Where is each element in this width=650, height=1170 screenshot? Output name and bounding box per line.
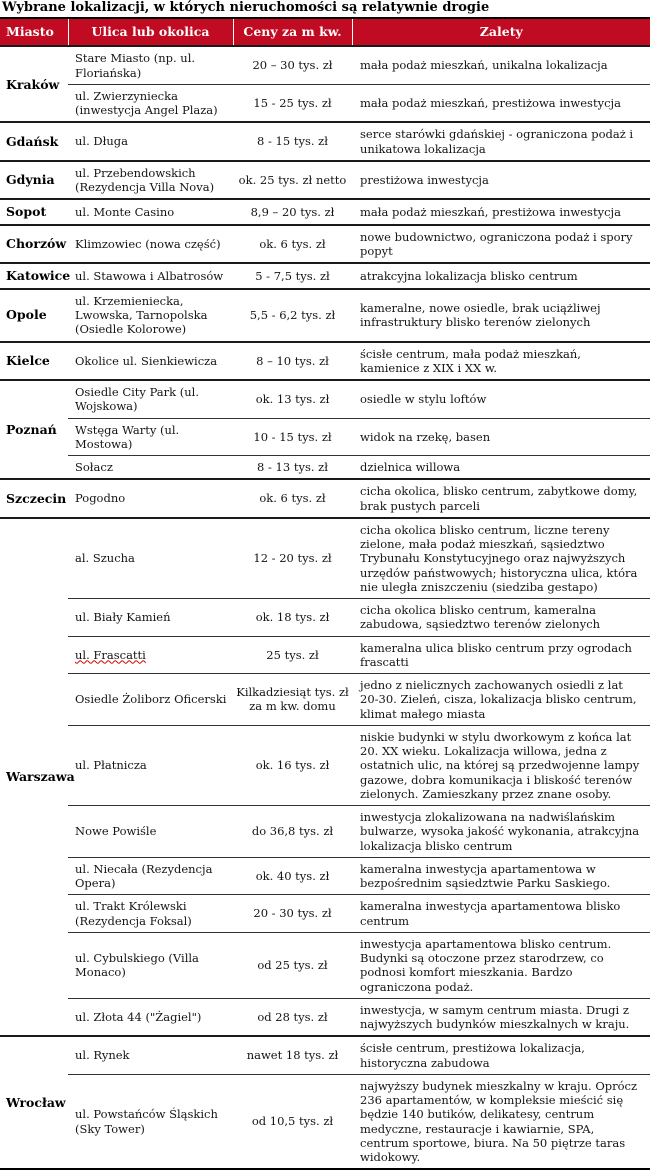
table-row — [0, 518, 650, 599]
page-title: Wybrane lokalizacji, w których nieruchomości są relatywnie drogie — [2, 0, 490, 15]
price-cell: 25 tys. zł — [233, 636, 352, 674]
advantages-cell: kameralna ulica blisko centrum przy ogrodach frascatti — [352, 636, 650, 674]
table-row — [0, 122, 650, 161]
street-cell — [68, 161, 233, 200]
street-label: ul. Zwierzyniecka (inwestycja Angel Plaza) — [75, 88, 218, 118]
price-cell: 8 – 10 tys. zł — [233, 342, 352, 381]
street-label: ul. Rynek — [75, 1048, 130, 1063]
city-cell: Warszawa — [0, 518, 68, 1037]
advantages-cell: cicha okolica blisko centrum, liczne tereny zielone, mała podaż mieszkań, sąsiedztwo Trybunału Konstytucyjnego oraz najwyższych urzędów państwowych; historyczna ulica, która nie uległa zniszczeniu (siedziba gestapo) — [352, 518, 650, 599]
price-cell: do 36,8 tys. zł — [233, 806, 352, 858]
table-row — [0, 225, 650, 264]
table-row — [0, 456, 650, 480]
price-cell: 5,5 - 6,2 tys. zł — [233, 289, 352, 342]
price-cell: ok. 16 tys. zł — [233, 725, 352, 805]
advantages-cell: niskie budynki w stylu dworkowym z końca lat 20. XX wieku. Lokalizacja willowa, jedna z ostatnich ulic, na której są przedwojenne lampy gazowe, dobra komunikacja i bliskość terenów zielonych. Zamieszkany przez znane osoby. — [352, 725, 650, 805]
price-cell: 8 - 13 tys. zł — [233, 456, 352, 480]
column-header-ulica: Ulica lub okolica — [68, 18, 233, 46]
street-cell — [68, 380, 233, 418]
city-cell: Chorzów — [0, 225, 68, 264]
street-cell — [68, 636, 233, 674]
table-row — [0, 998, 650, 1036]
street-cell — [68, 806, 233, 858]
price-cell: 5 - 7,5 tys. zł — [233, 263, 352, 289]
street-label: ul. Złota 44 ("Żagiel") — [75, 1009, 202, 1024]
table-row — [0, 479, 650, 518]
table-row — [0, 895, 650, 933]
price-cell: Kilkadziesiąt tys. zł za m kw. domu — [233, 674, 352, 726]
street-cell — [68, 998, 233, 1036]
advantages-cell: cicha okolica, blisko centrum, zabytkowe domy, brak pustych parceli — [352, 479, 650, 518]
street-cell — [68, 725, 233, 805]
advantages-cell: inwestycja zlokalizowana na nadwiślańskim bulwarze, wysoka jakość wykonania, atrakcyjna lokalizacja blisko centrum — [352, 806, 650, 858]
street-label: ul. Płatnicza — [75, 758, 147, 773]
city-cell: Sopot — [0, 199, 68, 225]
price-cell: ok. 13 tys. zł — [233, 380, 352, 418]
table-row — [0, 636, 650, 674]
street-cell — [68, 46, 233, 84]
city-cell: Gdańsk — [0, 122, 68, 161]
table-row — [0, 932, 650, 998]
street-label: Nowe Powiśle — [75, 824, 157, 839]
street-label: ul. Stawowa i Albatrosów — [75, 268, 224, 283]
street-cell — [68, 342, 233, 381]
street-label: ul. Niecała (Rezydencja Opera) — [75, 861, 213, 891]
city-cell: Poznań — [0, 380, 68, 479]
street-cell — [68, 518, 233, 599]
street-label: ul. Krzemieniecka, Lwowska, Tarnopolska (Osiedle Kolorowe) — [75, 293, 208, 337]
city-cell: Wrocław — [0, 1036, 68, 1169]
table-row — [0, 289, 650, 342]
price-cell: ok. 6 tys. zł — [233, 479, 352, 518]
advantages-cell: dzielnica willowa — [352, 456, 650, 480]
city-cell: Gdynia — [0, 161, 68, 200]
column-header-zalety: Zalety — [352, 18, 650, 46]
advantages-cell: mała podaż mieszkań, prestiżowa inwestycja — [352, 199, 650, 225]
price-cell: od 25 tys. zł — [233, 932, 352, 998]
advantages-cell: jedno z nielicznych zachowanych osiedli z lat 20-30. Zieleń, cisza, lokalizacja blisko centrum, klimat małego miasta — [352, 674, 650, 726]
price-cell: 10 - 15 tys. zł — [233, 418, 352, 456]
price-cell: 8,9 – 20 tys. zł — [233, 199, 352, 225]
street-cell — [68, 857, 233, 895]
table-row — [0, 725, 650, 805]
street-label: Klimzowiec (nowa część) — [75, 236, 221, 251]
city-cell: Kraków — [0, 46, 68, 122]
advantages-cell: kameralne, nowe osiedle, brak uciążliwej infrastruktury blisko terenów zielonych — [352, 289, 650, 342]
street-cell — [68, 122, 233, 161]
table-row — [0, 342, 650, 381]
price-cell: od 10,5 tys. zł — [233, 1074, 352, 1169]
street-label: ul. Frascatti — [75, 647, 146, 662]
price-cell: ok. 6 tys. zł — [233, 225, 352, 264]
advantages-cell: inwestycja apartamentowa blisko centrum. Budynki są otoczone przez starodrzew, co podnosi komfort mieszkania. Bardzo ograniczona podaż. — [352, 932, 650, 998]
price-cell: 20 – 30 tys. zł — [233, 46, 352, 84]
advantages-cell: kameralna inwestycja apartamentowa w bezpośrednim sąsiedztwie Parku Saskiego. — [352, 857, 650, 895]
table-row — [0, 46, 650, 84]
street-label: ul. Przebendowskich (Rezydencja Villa Nova) — [75, 165, 215, 195]
column-header-miasto: Miasto — [0, 18, 68, 46]
city-cell: Kielce — [0, 342, 68, 381]
street-cell — [68, 895, 233, 933]
price-cell: ok. 40 tys. zł — [233, 857, 352, 895]
advantages-cell: inwestycja, w samym centrum miasta. Drugi z najwyższych budynków mieszkalnych w kraju. — [352, 998, 650, 1036]
street-cell — [68, 289, 233, 342]
street-cell — [68, 674, 233, 726]
street-label: ul. Długa — [75, 134, 128, 149]
street-label: Osiedle City Park (ul. Wojskowa) — [75, 385, 199, 414]
price-cell: 12 - 20 tys. zł — [233, 518, 352, 599]
street-label: Osiedle Żoliborz Oficerski — [75, 692, 227, 707]
table-row — [0, 599, 650, 637]
price-cell: 15 - 25 tys. zł — [233, 84, 352, 122]
locations-table — [0, 17, 650, 1170]
table-row — [0, 857, 650, 895]
street-label: ul. Monte Casino — [75, 204, 175, 219]
price-cell: nawet 18 tys. zł — [233, 1036, 352, 1074]
table-body — [0, 46, 650, 1169]
advantages-cell: ścisłe centrum, mała podaż mieszkań, kamienice z XIX i XX w. — [352, 342, 650, 381]
advantages-cell: mała podaż mieszkań, prestiżowa inwestycja — [352, 84, 650, 122]
table-row — [0, 418, 650, 456]
table-row — [0, 84, 650, 122]
advantages-cell: nowe budownictwo, ograniczona podaż i spory popyt — [352, 225, 650, 264]
advantages-cell: mała podaż mieszkań, unikalna lokalizacja — [352, 46, 650, 84]
table-row — [0, 674, 650, 726]
advantages-cell: kameralna inwestycja apartamentowa blisko centrum — [352, 895, 650, 933]
advantages-cell: osiedle w stylu loftów — [352, 380, 650, 418]
street-cell — [68, 199, 233, 225]
street-cell — [68, 418, 233, 456]
advantages-cell: prestiżowa inwestycja — [352, 161, 650, 200]
table-row — [0, 1074, 650, 1169]
column-header-ceny: Ceny za m kw. — [233, 18, 352, 46]
table-header — [0, 18, 650, 46]
price-cell: od 28 tys. zł — [233, 998, 352, 1036]
table-row — [0, 263, 650, 289]
street-cell — [68, 456, 233, 480]
price-cell: ok. 25 tys. zł netto — [233, 161, 352, 200]
city-cell: Katowice — [0, 263, 68, 289]
advantages-cell: najwyższy budynek mieszkalny w kraju. Oprócz 236 apartamentów, w kompleksie mieścić się będzie 140 butików, delikatesy, centrum medyczne, restauracje i kawiarnie, SPA, centrum sportowe, biura. Na 50 piętrze taras widokowy. — [352, 1074, 650, 1169]
street-label: Wstęga Warty (ul. Mostowa) — [75, 422, 180, 451]
price-cell: 8 - 15 tys. zł — [233, 122, 352, 161]
street-label: Sołacz — [75, 460, 113, 475]
advantages-cell: cicha okolica blisko centrum, kameralna zabudowa, sąsiedztwo terenów zielonych — [352, 599, 650, 637]
street-label: Okolice ul. Sienkiewicza — [75, 353, 218, 368]
street-label: ul. Trakt Królewski (Rezydencja Foksal) — [75, 899, 192, 928]
city-cell: Opole — [0, 289, 68, 342]
advantages-cell: widok na rzekę, basen — [352, 418, 650, 456]
header-row — [0, 18, 650, 46]
table-row — [0, 380, 650, 418]
table-row — [0, 161, 650, 200]
table-row — [0, 1036, 650, 1074]
advantages-cell: serce starówki gdańskiej - ograniczona podaż i unikatowa lokalizacja — [352, 122, 650, 161]
street-cell — [68, 263, 233, 289]
advantages-cell: atrakcyjna lokalizacja blisko centrum — [352, 263, 650, 289]
table-row — [0, 199, 650, 225]
street-cell — [68, 479, 233, 518]
street-cell — [68, 1036, 233, 1074]
advantages-cell: ścisłe centrum, prestiżowa lokalizacja, historyczna zabudowa — [352, 1036, 650, 1074]
street-cell — [68, 84, 233, 122]
street-cell — [68, 225, 233, 264]
street-label: ul. Cybulskiego (Villa Monaco) — [75, 951, 199, 980]
city-cell: Szczecin — [0, 479, 68, 518]
price-cell: ok. 18 tys. zł — [233, 599, 352, 637]
street-cell — [68, 599, 233, 637]
street-label: ul. Powstańców Śląskich (Sky Tower) — [75, 1107, 218, 1136]
street-label: Pogodno — [75, 491, 126, 506]
street-cell — [68, 1074, 233, 1169]
price-cell: 20 - 30 tys. zł — [233, 895, 352, 933]
street-label: al. Szucha — [75, 551, 135, 566]
street-label: Stare Miasto (np. ul. Floriańska) — [75, 51, 196, 80]
table-row — [0, 806, 650, 858]
street-label: ul. Biały Kamień — [75, 610, 171, 625]
street-cell — [68, 932, 233, 998]
